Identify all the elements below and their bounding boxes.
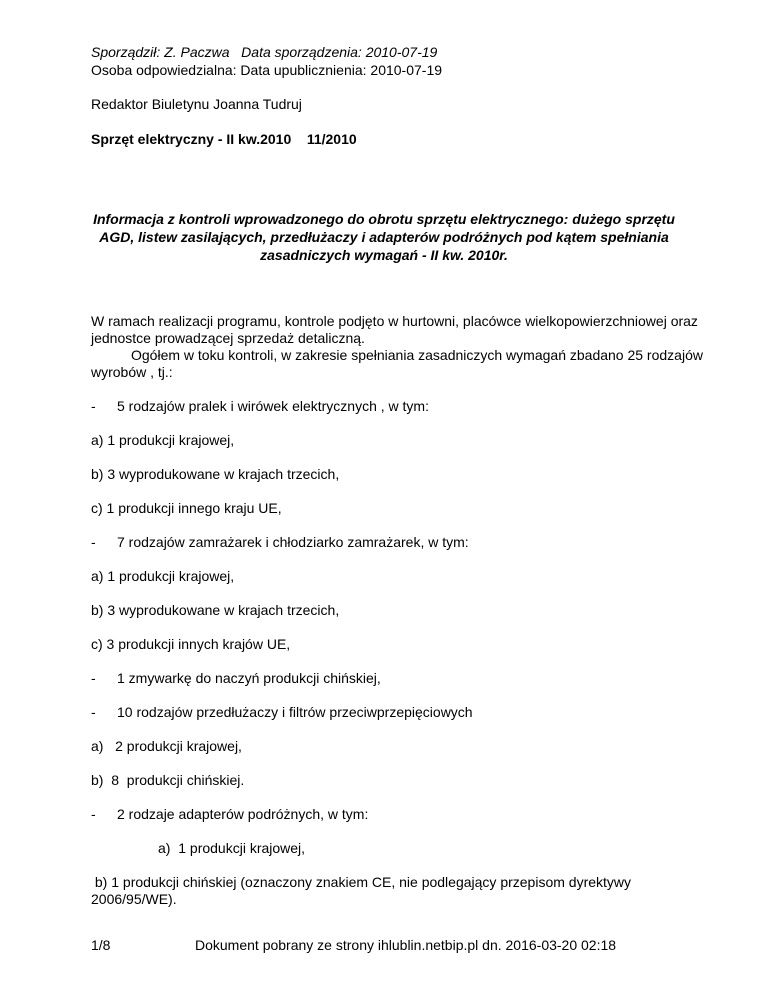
responsible-line: Osoba odpowiedzialna: Data upublicznienia: 2010-07-19 xyxy=(91,62,443,78)
list-item-1-c: c) 1 produkcji innego kraju UE, xyxy=(91,500,282,516)
list-item-4-a: a) 2 produkcji krajowej, xyxy=(91,738,242,754)
list-item-4-b: b) 8 produkcji chińskiej. xyxy=(91,772,245,788)
list-dash: - xyxy=(91,534,96,550)
prepared-date: Data sporządzenia: 2010-07-19 xyxy=(241,44,438,60)
prepared-by-line xyxy=(91,44,437,61)
category-line xyxy=(91,131,357,148)
list-item-2-c: c) 3 produkcji innych krajów UE, xyxy=(91,636,291,652)
list-item-5-b-line2: 2006/95/WE). xyxy=(91,891,177,907)
category: Sprzęt elektryczny - II kw.2010 xyxy=(91,131,292,147)
list-item-5: 2 rodzaje adapterów podróżnych, w tym: xyxy=(117,806,369,822)
prepared-by: Sporządził: Z. Paczwa xyxy=(91,44,230,60)
list-item-1: 5 rodzajów pralek i wirówek elektrycznych , w tym: xyxy=(117,398,429,414)
title-line-3: zasadniczych wymagań - II kw. 2010r. xyxy=(260,247,508,263)
list-dash: - xyxy=(91,806,96,822)
list-item-2-b: b) 3 wyprodukowane w krajach trzecich, xyxy=(91,602,340,618)
list-dash: - xyxy=(91,670,96,686)
para1-line1: W ramach realizacji programu, kontrole podjęto w hurtowni, placówce wielkopowierzchniowej oraz xyxy=(91,313,698,329)
list-item-2: 7 rodzajów zamrażarek i chłodziarko zamrażarek, w tym: xyxy=(117,534,469,550)
title-line-2: AGD, listew zasilających, przedłużaczy i adapterów podróżnych pod kątem spełniania xyxy=(99,229,669,245)
list-item-1-b: b) 3 wyprodukowane w krajach trzecich, xyxy=(91,466,340,482)
para2-line2: wyrobów , tj.: xyxy=(91,364,173,380)
list-item-2-a: a) 1 produkcji krajowej, xyxy=(91,568,235,584)
list-dash: - xyxy=(91,398,96,414)
list-item-5-a: a) 1 produkcji krajowej, xyxy=(158,840,306,856)
title-line-1: Informacja z kontroli wprowadzonego do obrotu sprzętu elektrycznego: dużego sprzętu xyxy=(93,211,675,227)
page-number: 1/8 xyxy=(91,937,111,953)
document-number: 11/2010 xyxy=(306,131,357,147)
para1-line2: jednostce prowadzącej sprzedaż detaliczną. xyxy=(91,330,365,346)
list-item-4: 10 rodzajów przedłużaczy i filtrów przeciwprzepięciowych xyxy=(117,704,473,720)
list-item-5-b-line1: b) 1 produkcji chińskiej (oznaczony znakiem CE, nie podlegający przepisom dyrektywy xyxy=(91,874,632,890)
list-dash: - xyxy=(91,704,96,720)
list-item-1-a: a) 1 produkcji krajowej, xyxy=(91,432,235,448)
editor-line: Redaktor Biuletynu Joanna Tudruj xyxy=(91,96,302,112)
para2-line1: Ogółem w toku kontroli, w zakresie spełniania zasadniczych wymagań zbadano 25 rodzajów xyxy=(131,347,703,363)
list-item-3: 1 zmywarkę do naczyń produkcji chińskiej, xyxy=(117,670,381,686)
source-note: Dokument pobrany ze strony ihlublin.netbip.pl dn. 2016-03-20 02:18 xyxy=(195,937,617,953)
document-title xyxy=(91,210,677,264)
